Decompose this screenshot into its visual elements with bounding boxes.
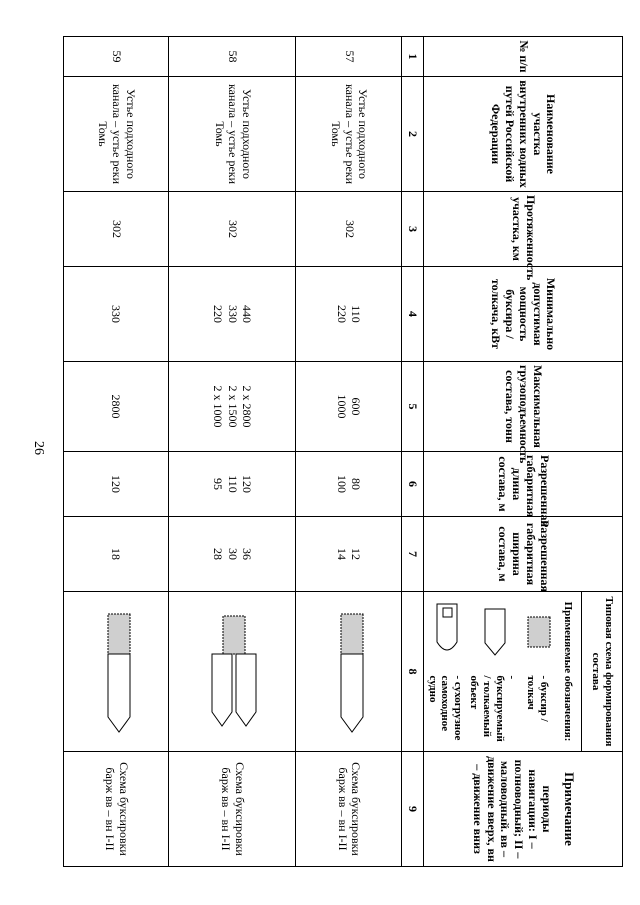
header-note: [423, 752, 622, 867]
column-number-row: [401, 37, 423, 867]
ship-legend-icon: [424, 592, 466, 672]
row-length: 302: [296, 192, 401, 267]
row-width-m: [169, 517, 296, 592]
row-number: 59: [64, 37, 169, 77]
row-length: 302: [169, 192, 296, 267]
power-value: 220: [334, 305, 349, 323]
row-width-m: [64, 517, 169, 592]
len-value: 80: [349, 478, 364, 490]
width-value: 30: [225, 548, 240, 560]
table-row: [169, 37, 296, 867]
note-text: периоды навигации: I – полноводный; II – маловодный. вв – движение вверх, вн – движение вниз: [470, 756, 554, 862]
col-num: 1: [401, 37, 423, 77]
row-scheme: [64, 592, 169, 752]
row-number: 57: [296, 37, 401, 77]
col-num: 3: [401, 192, 423, 267]
convoy-scheme-icon: [98, 602, 138, 742]
row-note: Схема буксировки барж вв – вн I-II: [169, 752, 296, 867]
capacity-value: 2 х 1000: [211, 385, 226, 428]
width-value: 36: [240, 548, 255, 560]
legend-tug-label: - буксир / толкач: [525, 675, 550, 722]
capacity-value: 2800: [109, 394, 124, 419]
capacity-value: 1000: [334, 394, 349, 419]
row-capacity: [296, 362, 401, 452]
power-value: 110: [349, 305, 364, 323]
legend-ship-label: - сухогрузное самоходное судно: [426, 675, 464, 741]
convoy-scheme-icon: [209, 602, 259, 742]
header-row: [423, 37, 622, 867]
row-name: Устье подходного канала – устье реки Томь: [296, 77, 401, 192]
scheme-title: Типовая схема формирования состава: [582, 592, 622, 751]
header-power: Минимально допустимая мощность буксира / толкача, кВт: [423, 267, 622, 362]
row-scheme: [296, 592, 401, 752]
col-num: 2: [401, 77, 423, 192]
len-value: 110: [225, 475, 240, 493]
power-value: 330: [109, 305, 124, 323]
power-value: 220: [211, 305, 226, 323]
row-number: 58: [169, 37, 296, 77]
len-value: 95: [211, 478, 226, 490]
power-value: 330: [225, 305, 240, 323]
row-len-m: [296, 452, 401, 517]
len-value: 100: [334, 475, 349, 493]
table-row: [296, 37, 401, 867]
row-length: 302: [64, 192, 169, 267]
row-len-m: [64, 452, 169, 517]
row-scheme: [169, 592, 296, 752]
header-length-m: Разрешенная габаритная длина состава, м: [423, 452, 622, 517]
header-name: Наименование участка внутренних водных путей Российской Федерации: [423, 77, 622, 192]
barge-legend-icon: [466, 592, 521, 672]
capacity-value: 2 х 2800: [240, 385, 255, 428]
row-power: [64, 267, 169, 362]
width-value: 12: [349, 548, 364, 560]
row-name: Устье подходного канала – устье реки Томь: [169, 77, 296, 192]
col-num: 4: [401, 267, 423, 362]
row-capacity: [64, 362, 169, 452]
page-number: 26: [31, 441, 46, 455]
width-value: 18: [109, 548, 124, 560]
len-value: 120: [109, 475, 124, 493]
header-width-m: Разрешенная габаритная ширина состава, м: [423, 517, 622, 592]
capacity-value: 2 х 1500: [225, 385, 240, 428]
row-power: [296, 267, 401, 362]
power-value: 440: [240, 305, 255, 323]
row-note: Схема буксировки барж вв – вн I-II: [64, 752, 169, 867]
tug-legend-icon: [520, 592, 554, 672]
rotated-table-sheet: [63, 36, 623, 866]
legend-title: Применяемые обозначения:: [562, 601, 575, 742]
col-num: 5: [401, 362, 423, 452]
width-value: 28: [211, 548, 226, 560]
row-width-m: [296, 517, 401, 592]
header-length: Протяженность участка, км: [423, 192, 622, 267]
col-num: 9: [401, 752, 423, 867]
convoy-table: [63, 36, 623, 867]
note-title: Примечание: [561, 772, 577, 846]
legend-table: [424, 592, 622, 751]
legend-barge-label: - буксируемый / толкаемый объект: [468, 675, 519, 742]
col-num: 6: [401, 452, 423, 517]
row-note: Схема буксировки барж вв – вн I-II: [296, 752, 401, 867]
header-scheme: [423, 592, 622, 752]
row-len-m: [169, 452, 296, 517]
header-capacity: Максимальная грузоподъемность состава, тонн: [423, 362, 622, 452]
row-power: [169, 267, 296, 362]
width-value: 14: [334, 548, 349, 560]
table-row: [64, 37, 169, 867]
row-capacity: [169, 362, 296, 452]
header-no: № п/п: [423, 37, 622, 77]
convoy-scheme-icon: [331, 602, 371, 742]
len-value: 120: [240, 475, 255, 493]
row-name: Устье подходного канала – устье реки Томь: [64, 77, 169, 192]
col-num: 8: [401, 592, 423, 752]
capacity-value: 600: [349, 397, 364, 416]
col-num: 7: [401, 517, 423, 592]
